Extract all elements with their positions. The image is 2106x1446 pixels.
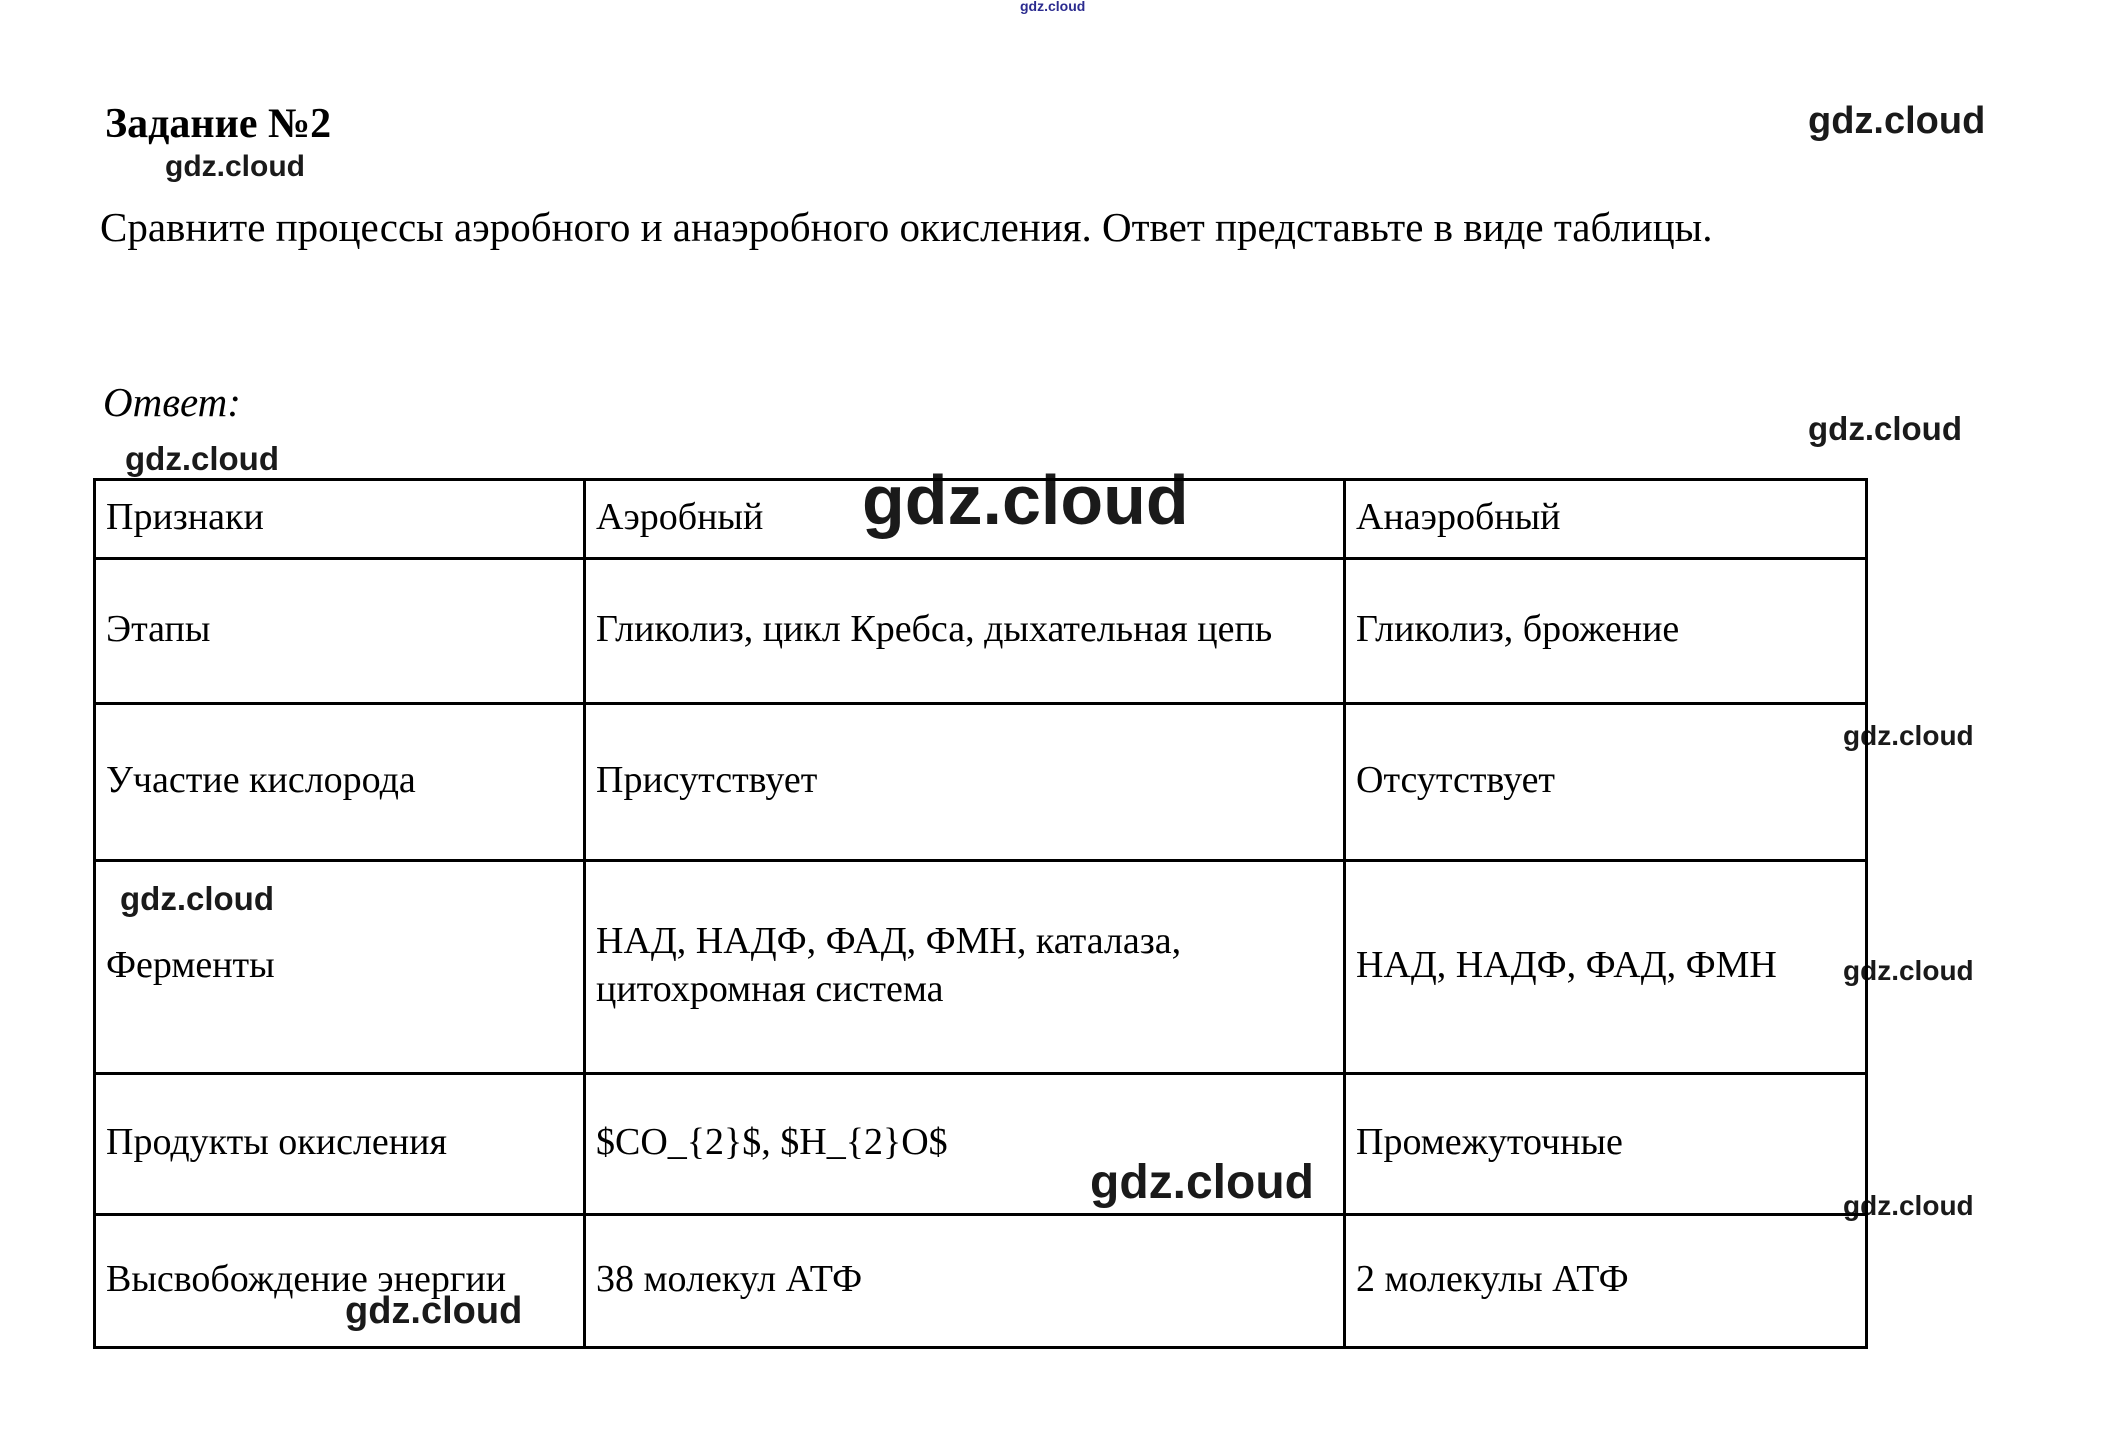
table-row — [95, 861, 1867, 1074]
table-cell-anaerobic: Гликолиз, брожение — [1345, 559, 1867, 704]
watermark-middle: gdz.cloud — [1090, 1156, 1314, 1209]
watermark-header-right: gdz.cloud — [1808, 100, 1986, 142]
page-title: Задание №2 — [105, 101, 332, 147]
watermark-right-5: gdz.cloud — [1843, 1190, 1974, 1221]
table-cell-anaerobic: 2 молекулы АТФ — [1345, 1215, 1867, 1348]
answer-label: Ответ: — [103, 379, 241, 425]
table-cell-feature: Продукты окисления — [95, 1074, 585, 1215]
table-header-cell-aerobic: Аэробный — [585, 480, 1345, 559]
table-cell-aerobic: 38 молекул АТФ — [585, 1215, 1345, 1348]
table-cell-anaerobic: Отсутствует — [1345, 704, 1867, 861]
table-header-cell-feature: Признаки — [95, 480, 585, 559]
table-cell-aerobic: $CO_{2}$, $H_{2}O$ — [585, 1074, 1345, 1215]
watermark-ferments: gdz.cloud — [120, 880, 274, 917]
table-cell-feature: Ферменты — [95, 861, 585, 1074]
table-row — [95, 704, 1867, 861]
watermark-right-4: gdz.cloud — [1843, 955, 1974, 986]
table-row — [95, 559, 1867, 704]
watermark-bottom: gdz.cloud — [345, 1290, 523, 1332]
table-cell-feature: Участие кислорода — [95, 704, 585, 861]
table-header-cell-anaerobic: Анаэробный — [1345, 480, 1867, 559]
table-header-row — [95, 480, 1867, 559]
table-cell-anaerobic: НАД, НАДФ, ФАД, ФМН — [1345, 861, 1867, 1074]
task-text: Сравните процессы аэробного и анаэробного окисления. Ответ представьте в виде таблицы. — [100, 204, 1713, 250]
table-cell-anaerobic: Промежуточные — [1345, 1074, 1867, 1215]
watermark-under-title: gdz.cloud — [165, 150, 305, 183]
table-row — [95, 1074, 1867, 1215]
table-cell-aerobic: НАД, НАДФ, ФАД, ФМН, каталаза, цитохромная система — [585, 861, 1345, 1074]
table-cell-feature: Высвобождение энергии — [95, 1215, 585, 1348]
watermark-under-answer: gdz.cloud — [125, 440, 279, 477]
table-cell-feature: Этапы — [95, 559, 585, 704]
watermark-big-center: gdz.cloud — [862, 461, 1189, 539]
table-cell-aerobic: Гликолиз, цикл Кребса, дыхательная цепь — [585, 559, 1345, 704]
comparison-table — [93, 478, 1868, 1349]
watermark-right-2: gdz.cloud — [1808, 410, 1962, 447]
watermark-top: gdz.cloud — [1020, 0, 1086, 14]
table-cell-aerobic: Присутствует — [585, 704, 1345, 861]
table-row — [95, 1215, 1867, 1348]
watermark-right-3: gdz.cloud — [1843, 720, 1974, 751]
